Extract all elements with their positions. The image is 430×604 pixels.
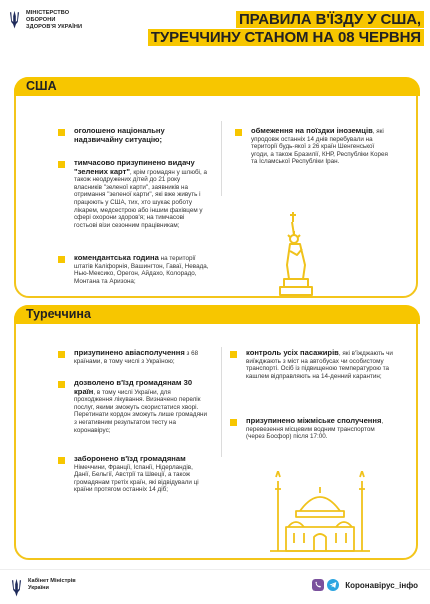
turkey-section	[14, 305, 418, 560]
column-divider	[221, 347, 222, 457]
viber-icon[interactable]	[312, 579, 324, 591]
usa-item-2: тимчасово призупинено видачу "зелених карт", крім громадян у шлюбі, а також неодружених дітей до 21 року власників "зеленої карти", заявників на отримання "зеленої карти", які вже живуть і працюють у США, тих, хто шукає роботу лікарем, медсестрою або іншим фахівцем у сфері охорони здоров'я; на тимчасові гостьові візи сезонним працівникам;	[74, 159, 209, 229]
mosque-icon	[264, 471, 376, 555]
title-line-2: ТУРЕЧЧИНУ СТАНОМ НА 08 ЧЕРВНЯ	[148, 29, 424, 46]
bullet	[58, 381, 65, 388]
title-line-1: ПРАВИЛА В'ЇЗДУ У США,	[236, 11, 424, 28]
bullet	[230, 419, 237, 426]
turkey-item-2: дозволено в'їзд громадянам 30 країн, в тому числі України, для проходження лікування. Визначено перелік послуг, якими зможуть скористатися хворі. Перетинати кордон зможуть лише громадяни з негативним результатом тесту на коронавірус;	[74, 379, 209, 434]
bullet	[230, 351, 237, 358]
cabinet-logo	[10, 578, 88, 598]
footer	[0, 569, 430, 604]
usa-item-3: комендантська година на території штатів Каліфорнія, Вашингтон, Гаваї, Невада, Нью-Мексико, Орегон, Айдахо, Колорадо, Монтана та Аризона;	[74, 254, 209, 285]
header	[0, 0, 430, 66]
ministry-logo	[8, 10, 84, 31]
trident-icon	[8, 10, 21, 30]
usa-section-title: США	[26, 79, 57, 93]
turkey-section-title: Туреччина	[26, 307, 91, 321]
usa-item-1: оголошено національну надзвичайну ситуацію;	[74, 127, 209, 144]
column-divider	[221, 121, 222, 196]
cabinet-name: Кабінет Міністрів України	[28, 578, 76, 591]
bullet	[235, 129, 242, 136]
bullet	[58, 351, 65, 358]
turkey-item-3: заборонено в'їзд громадянам Німеччини, Франції, Іспанії, Нідерландів, Данії, Бельгії, Австрії та Швеції, а також громадянам третіх країн, які відвідували ці країни протягом останніх 14 діб;	[74, 455, 209, 494]
turkey-item-5: призупинено міжміське сполучення, перевезення місцевим водним транспортом (через Босфор) після 17:00.	[246, 417, 391, 441]
turkey-item-1: призупинено авіасполучення з 68 країнами, в тому числі з Україною;	[74, 349, 209, 365]
bullet	[58, 129, 65, 136]
social-handle[interactable]: Коронавірус_інфо	[345, 580, 418, 590]
bullet	[58, 161, 65, 168]
bullet	[58, 256, 65, 263]
turkey-section-header	[14, 305, 420, 324]
usa-item-4: обмеження на поїздки іноземців, які упродовж останніх 14 днів перебували на території будь-якої з 26 країн Шенгенської угоди, а також Бразилії, КНР, Республіки Корея та Ісламської Республіки Іран.	[251, 127, 389, 166]
usa-section-header	[14, 77, 420, 96]
usa-section	[14, 77, 418, 298]
telegram-icon[interactable]	[327, 579, 339, 591]
page-title	[112, 11, 424, 47]
bullet	[58, 457, 65, 464]
ministry-name: МІНІСТЕРСТВО ОБОРОНИ ЗДОРОВ'Я УКРАЇНИ	[26, 10, 83, 30]
statue-of-liberty-icon	[272, 209, 322, 297]
social-links[interactable]	[312, 579, 418, 591]
trident-icon	[10, 578, 23, 598]
turkey-item-4: контроль усіх пасажирів, які в'їжджають чи виїжджають з міст на автобусах чи особистому транспорті. Осіб із підвищеною температурою та кашлем відправляють на 14-денний карантин;	[246, 349, 396, 380]
